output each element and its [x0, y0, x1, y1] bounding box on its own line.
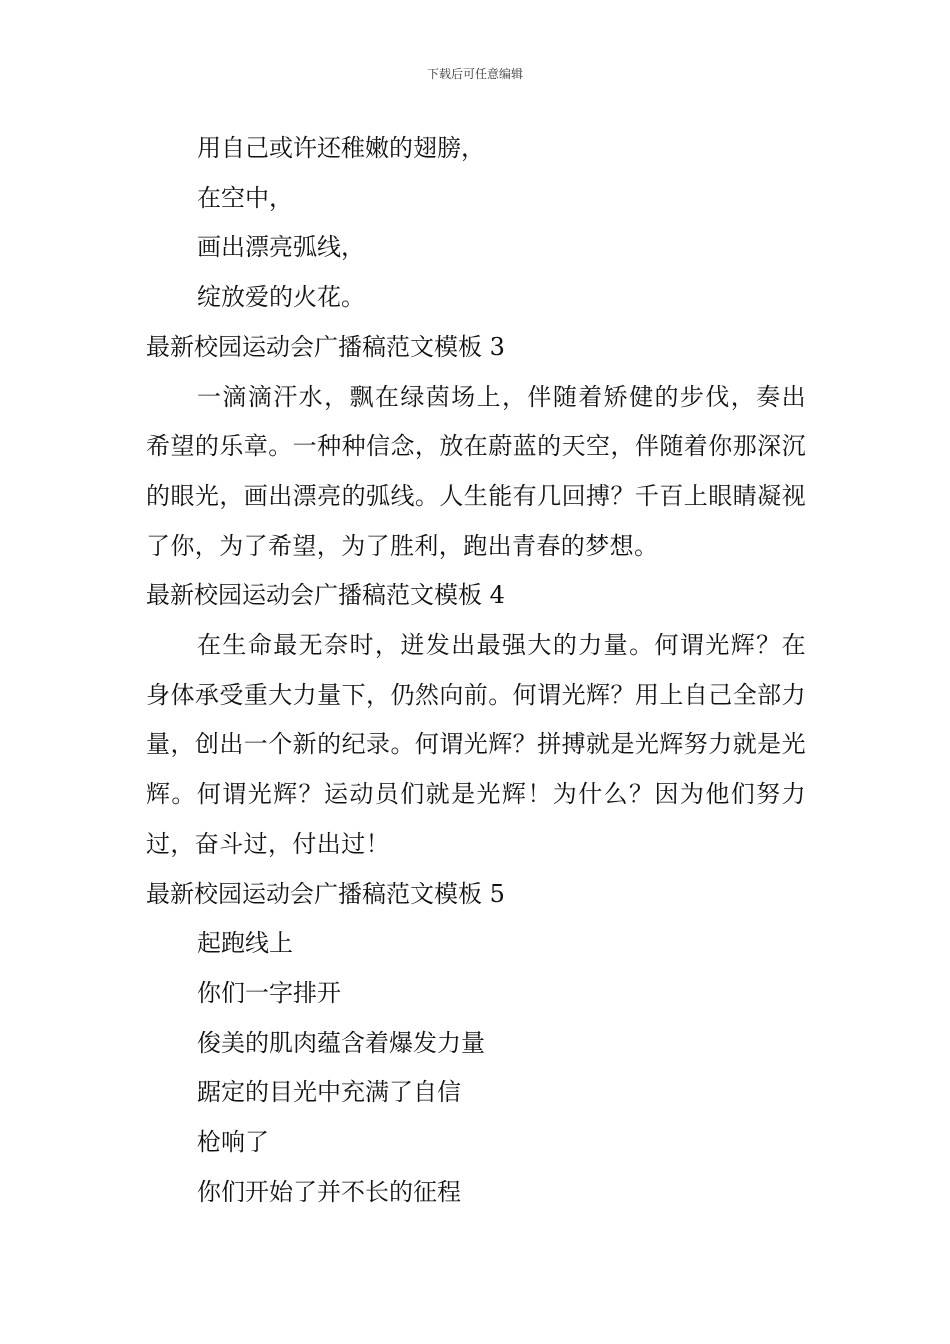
- poem-line: 踞定的目光中充满了自信: [197, 1078, 461, 1107]
- poem-line: 用自己或许还稚嫩的翅膀，: [197, 134, 485, 162]
- section-paragraph-4: 在生命最无奈时，迸发出最强大的力量。何谓光辉？在身体承受重大力量下，仍然向前。何谓光辉？用上自己全部力量，创出一个新的纪录。何谓光辉？拼搏就是光辉努力就是光辉。何谓光辉？运动员们就是光辉！为什么？因为他们努力过，奋斗过，付出过！: [146, 631, 806, 858]
- section-heading-5: 最新校园运动会广播稿范文模板 5: [146, 879, 505, 908]
- poem-line: 俊美的肌肉蕴含着爆发力量: [197, 1028, 485, 1057]
- poem-line: 在空中，: [197, 183, 293, 212]
- section-heading-3: 最新校园运动会广播稿范文模板 3: [146, 332, 505, 361]
- poem-line: 画出漂亮弧线，: [197, 233, 365, 262]
- section-heading-4: 最新校园运动会广播稿范文模板 4: [146, 581, 505, 610]
- poem-line: 起跑线上: [197, 929, 293, 958]
- document-body: [146, 124, 806, 1217]
- poem-line: 你们开始了并不长的征程: [197, 1177, 461, 1206]
- poem-line: 你们一字排开: [197, 978, 341, 1007]
- poem-line: 枪响了: [197, 1128, 269, 1157]
- page-header: 下载后可任意编辑: [426, 67, 523, 81]
- section-paragraph-3: 一滴滴汗水，飘在绿茵场上，伴随着矫健的步伐，奏出希望的乐章。一种种信念，放在蔚蓝的天空，伴随着你那深沉的眼光，画出漂亮的弧线。人生能有几回搏？千百上眼睛凝视了你，为了希望，为了胜利，跑出青春的梦想。: [146, 382, 806, 560]
- poem-line: 绽放爱的火花。: [197, 283, 365, 312]
